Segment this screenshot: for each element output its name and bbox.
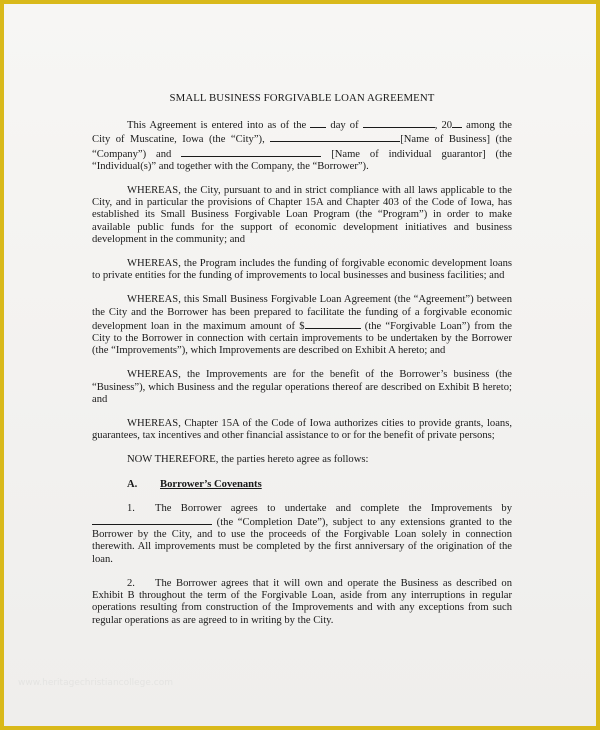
item-number: 1. (127, 502, 135, 514)
intro-text: among the City of Muscatine, Iowa (the “City”), (92, 120, 512, 146)
whereas-paragraph: WHEREAS, the Program includes the funding of forgivable economic development loans to private entities for the funding of improvements to local businesses and business facilities; and (92, 258, 512, 282)
whereas-paragraph: WHEREAS, Chapter 15A of the Code of Iowa authorizes cities to provide grants, loans, guarantees, tax incentives and other financial assistance to or for the benefit of private persons; (92, 418, 512, 442)
document-body (92, 92, 512, 639)
whereas-text: WHEREAS, this Small Business Forgivable Loan Agreement (the “Agreement”) between the City and the Borrower has been prepared to facilitate the funding of a forgivable economic development loan in the maximum amount of $ (92, 294, 512, 332)
whereas-paragraph: WHEREAS, the City, pursuant to and in strict compliance with all laws applicable to the City, and in particular the provisions of Chapter 15A and Chapter 403 of the Code of Iowa, has established its Small Business Forgivable Loan Program (the “Program”) in order to make available public funds for the support of economic development initiatives and business development in the community; and (92, 185, 512, 245)
watermark: www.heritagechristiancollege.com (18, 678, 173, 688)
intro-paragraph (92, 118, 512, 173)
loan-amount-blank (305, 319, 361, 329)
whereas-text: (the “Forgivable Loan”) from the City to the Borrower in connection with certain improvements to be undertaken by the Borrower (the “Improvements”), which Improvements are described on Exhibit A hereto; and (92, 320, 512, 357)
whereas-paragraph (92, 294, 512, 357)
day-blank (310, 118, 326, 128)
intro-text: [Name of Business] (the “Company”) and (92, 134, 512, 160)
intro-text: [Name of individual guarantor] (the “Individual(s)” and together with the Company, the “Borrower”). (92, 148, 513, 172)
year-blank (452, 118, 462, 128)
now-therefore-paragraph: NOW THEREFORE, the parties hereto agree as follows: (127, 454, 369, 466)
month-blank (363, 118, 435, 128)
covenant-item-2 (92, 578, 512, 627)
item-text: (the “Completion Date”), subject to any extensions granted to the Borrower by the City, and to use the proceeds of the Forgivable Loan solely in connection therewith. All improvements must be completed by the first anniversary of the origination of the loan. (92, 517, 512, 565)
document-title: SMALL BUSINESS FORGIVABLE LOAN AGREEMENT (169, 92, 435, 104)
covenant-item-1 (92, 503, 512, 566)
section-title: Borrower’s Covenants (160, 478, 262, 490)
intro-text: day of (330, 120, 359, 132)
section-heading (127, 479, 512, 491)
guarantor-name-blank (181, 147, 321, 157)
completion-date-blank (92, 515, 212, 525)
intro-text: This Agreement is entered into as of the (127, 120, 307, 132)
whereas-paragraph: WHEREAS, the Improvements are for the benefit of the Borrower’s business (the “Business”), which Business and the regular operations thereof are described on Exhibit B hereto; and (92, 369, 512, 405)
item-number: 2. (127, 577, 135, 589)
section-label: A. (127, 478, 138, 490)
item-text: The Borrower agrees that it will own and operate the Business as described on Exhibit B throughout the term of the Forgivable Loan, aside from any interruptions in regular operations resulting from construction of the Improvements and with any exceptions from such regular operations as are agreed to in writing by the City. (92, 577, 512, 626)
item-text: The Borrower agrees to undertake and complete the Improvements by (155, 502, 512, 514)
intro-text: , 20 (434, 120, 453, 132)
business-name-blank (270, 132, 400, 142)
document-page (4, 4, 596, 726)
